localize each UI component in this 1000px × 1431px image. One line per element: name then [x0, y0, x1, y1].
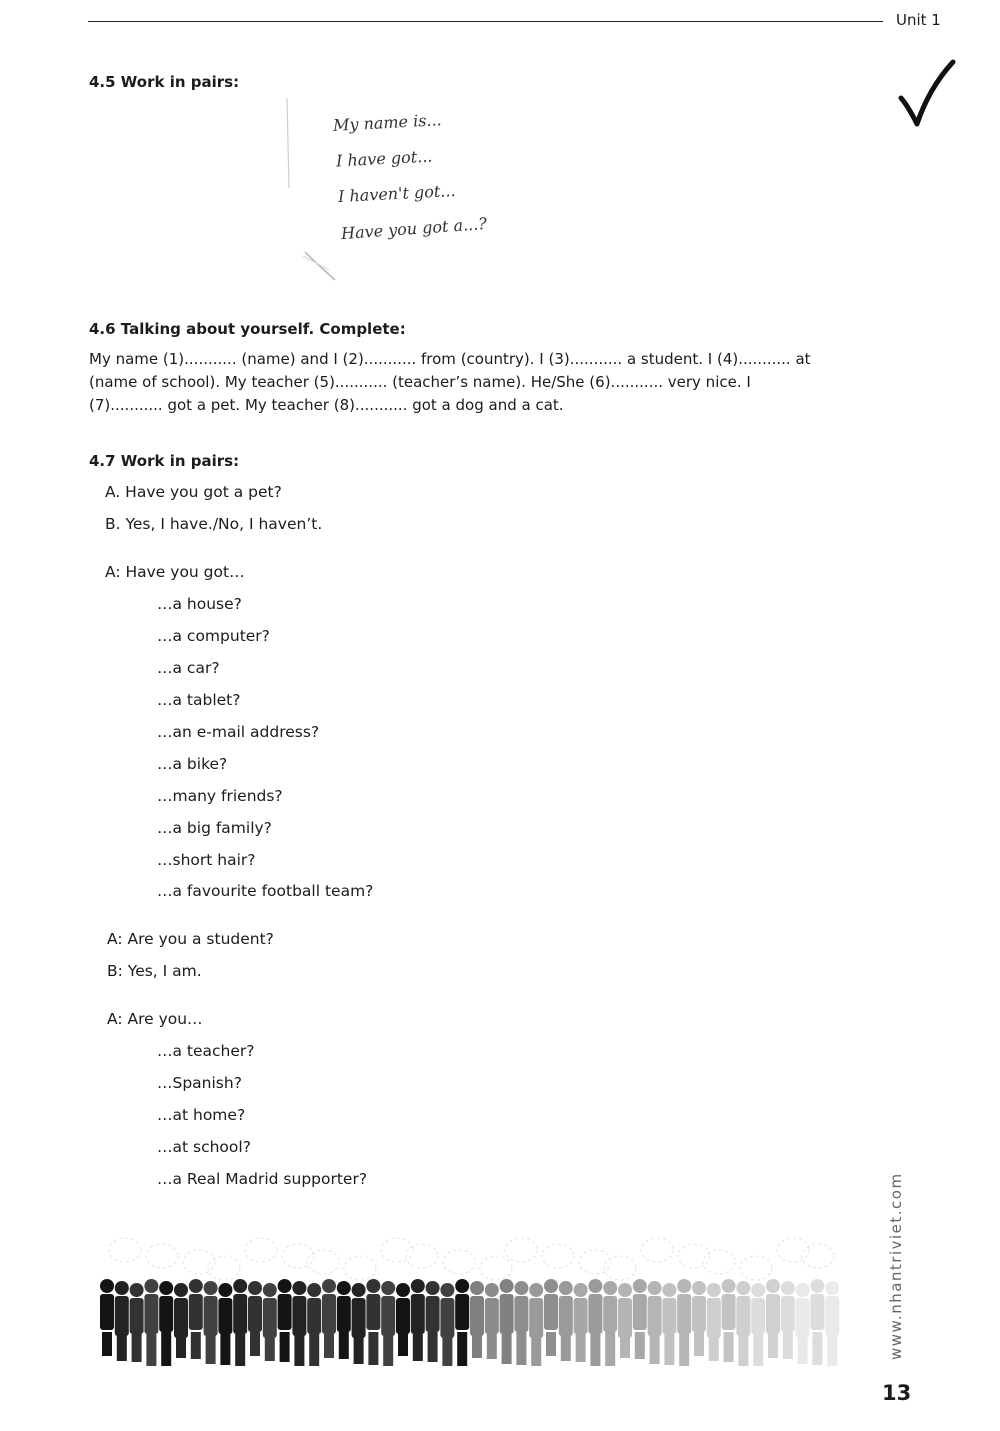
example-question: A: Are you a student?	[107, 930, 274, 948]
page-number: 13	[882, 1381, 912, 1405]
list-item: …short hair?	[157, 851, 256, 869]
list-item: …at school?	[157, 1138, 251, 1156]
section-4-6-heading: 4.6 Talking about yourself. Complete:	[89, 320, 406, 338]
list-item: …an e-mail address?	[157, 723, 320, 741]
note-line: Have you got a...?	[340, 213, 488, 244]
fill-in-paragraph: My name (1)........... (name) and I (2)........... from (country). I (3)........... a student. I (4)........... at (name of school). My teacher (5)........... (teacher’s name). He/She (6)........... very nice. I (7)........... got a pet. My teacher (8)........... got a dog and a cat.	[89, 350, 811, 414]
example-question: A. Have you got a pet?	[105, 483, 282, 501]
example-answer: B: Yes, I am.	[107, 962, 202, 980]
list-item: …a teacher?	[157, 1042, 255, 1060]
list-item: …a computer?	[157, 627, 270, 645]
section-4-5-heading: 4.5 Work in pairs:	[89, 73, 240, 91]
header-rule	[88, 21, 883, 22]
list-item: …a car?	[157, 659, 220, 677]
section-4-7-heading: 4.7 Work in pairs:	[89, 452, 240, 470]
website-url: www.nhantriviet.com	[887, 1172, 905, 1360]
list-item: …Spanish?	[157, 1074, 242, 1092]
are-you-prompt: A: Are you…	[107, 1010, 203, 1028]
list-item: …a Real Madrid supporter?	[157, 1170, 368, 1188]
note-line: I haven't got...	[337, 180, 456, 207]
crowd-illustration	[95, 1228, 845, 1366]
list-item: …a bike?	[157, 755, 228, 773]
example-answer: B. Yes, I have./No, I haven’t.	[105, 515, 323, 533]
checkmark-icon	[895, 58, 957, 130]
note-line: My name is...	[332, 110, 443, 135]
list-item: …a big family?	[157, 819, 272, 837]
have-you-got-prompt: A: Have you got…	[105, 563, 245, 581]
list-item: …a favourite football team?	[157, 882, 374, 900]
unit-label: Unit 1	[896, 11, 941, 29]
list-item: …a tablet?	[157, 691, 241, 709]
list-item: …a house?	[157, 595, 242, 613]
note-line: I have got...	[335, 146, 433, 171]
list-item: …many friends?	[157, 787, 283, 805]
list-item: …at home?	[157, 1106, 246, 1124]
